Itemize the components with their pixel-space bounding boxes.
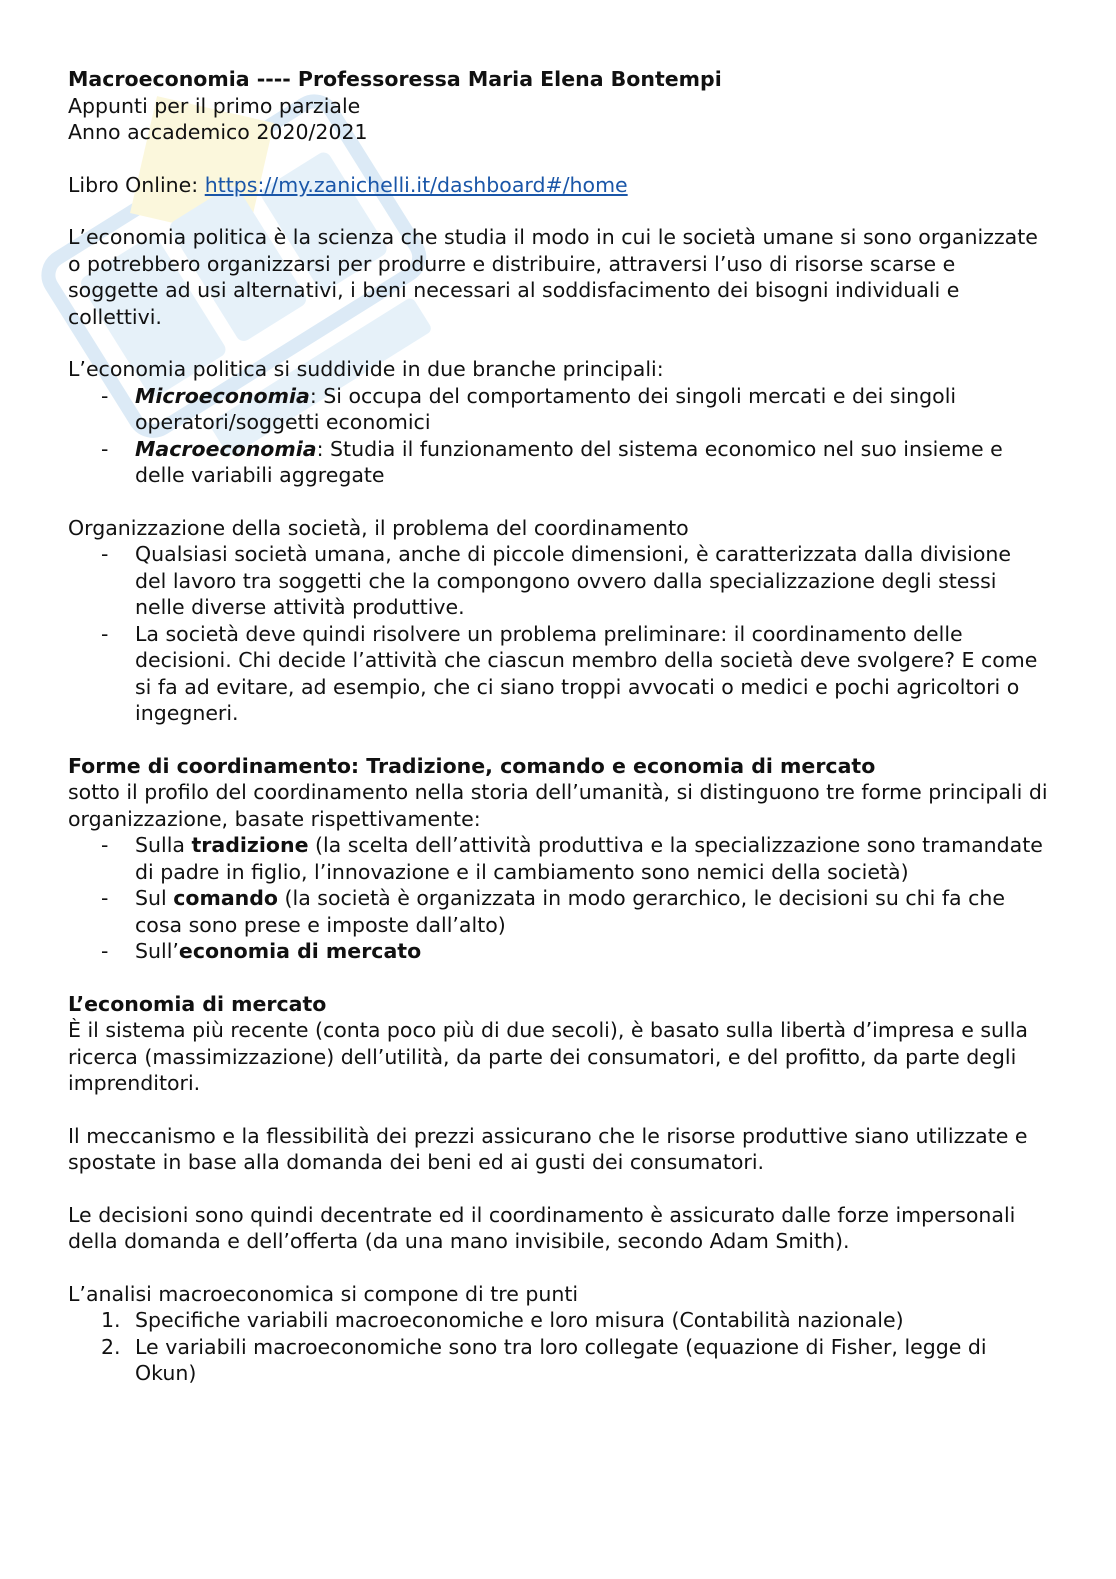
market-paragraph-1: È il sistema più recente (conta poco più di due secoli), è basato sulla libertà d’impresa e sulla ricerca (massimizzazione) dell’utilità, da parte dei consumatori, e del profitto, da parte degli imprenditori. bbox=[68, 1018, 1028, 1095]
book-link[interactable]: https://my.zanichelli.it/dashboard#/home bbox=[204, 172, 628, 197]
bullet-dash: - bbox=[101, 436, 109, 461]
forms-heading: Forme di coordinamento: Tradizione, comando e economia di mercato bbox=[68, 753, 876, 778]
term-microeconomia: Microeconomia bbox=[135, 383, 310, 408]
intro-paragraph: L’economia politica è la scienza che studia il modo in cui le società umane si sono organizzate o potrebbero organizzarsi per produrre e distribuire, attraversi l’uso di risorse scarse e soggette ad usi alternativi, i beni necessari al soddisfacimento dei bisogni individuali e collettivi. bbox=[68, 225, 1038, 329]
market-heading: L’economia di mercato bbox=[68, 991, 327, 1016]
book-line bbox=[68, 172, 1048, 199]
document-subtitle: Appunti per il primo parziale bbox=[68, 93, 361, 118]
list-number: 1. bbox=[101, 1308, 121, 1332]
organization-lead: Organizzazione della società, il problema del coordinamento bbox=[68, 515, 689, 540]
list-item bbox=[68, 1334, 1048, 1387]
book-label: Libro Online: bbox=[68, 172, 205, 197]
bullet-dash: - bbox=[101, 383, 109, 408]
term-tradizione: tradizione bbox=[191, 833, 309, 857]
term-economia-di-mercato: economia di mercato bbox=[178, 939, 422, 963]
bullet-dash: - bbox=[101, 542, 109, 566]
document-title: Macroeconomia ---- Professoressa Maria Elena Bontempi bbox=[68, 67, 722, 91]
list-item bbox=[68, 832, 1048, 885]
list-item bbox=[68, 621, 1048, 727]
term-comando: comando bbox=[173, 886, 279, 910]
list-item bbox=[68, 541, 1048, 621]
organization-list bbox=[68, 541, 1048, 727]
forms-list bbox=[68, 832, 1048, 965]
term-macroeconomia: Macroeconomia bbox=[135, 436, 317, 461]
branches-lead: L’economia politica si suddivide in due branche principali: bbox=[68, 357, 664, 381]
item-prefix: Sull’ bbox=[135, 939, 179, 963]
item-prefix: Sulla bbox=[135, 833, 192, 857]
bullet-dash: - bbox=[101, 621, 109, 646]
item-text: Le variabili macroeconomiche sono tra loro collegate (equazione di Fisher, legge di Okun) bbox=[135, 1334, 987, 1385]
list-item bbox=[68, 383, 1048, 436]
item-text: Qualsiasi società umana, anche di piccole dimensioni, è caratterizzata dalla divisione del lavoro tra soggetti che la compongono ovvero dalla specializzazione degli stessi nelle diverse attività produttive. bbox=[135, 542, 1012, 619]
academic-year: Anno accademico 2020/2021 bbox=[68, 120, 368, 144]
analysis-list bbox=[68, 1307, 1048, 1387]
item-text: : Studia il funzionamento del sistema economico nel suo insieme e delle variabili aggregate bbox=[135, 436, 1003, 487]
item-text: (la società è organizzata in modo gerarchico, le decisioni su chi fa che cosa sono prese e imposte dall’alto) bbox=[135, 886, 1005, 937]
market-paragraph-3: Le decisioni sono quindi decentrate ed il coordinamento è assicurato dalle forze impersonali della domanda e dell’offerta (da una mano invisibile, secondo Adam Smith). bbox=[68, 1202, 1016, 1253]
analysis-lead: L’analisi macroeconomica si compone di tre punti bbox=[68, 1281, 579, 1306]
list-number: 2. bbox=[101, 1334, 121, 1359]
item-text: (la scelta dell’attività produttiva e la specializzazione sono tramandate di padre in figlio, l’innovazione e il cambiamento sono nemici della società) bbox=[135, 833, 1043, 884]
list-item bbox=[68, 1307, 1048, 1334]
list-item bbox=[68, 885, 1048, 938]
bullet-dash: - bbox=[101, 939, 109, 963]
list-item bbox=[68, 938, 1048, 965]
list-item bbox=[68, 436, 1048, 489]
item-prefix: Sul bbox=[135, 886, 174, 910]
item-text: La società deve quindi risolvere un problema preliminare: il coordinamento delle decisioni. Chi decide l’attività che ciascun membro della società deve svolgere? E come si fa ad evitare, ad esempio, che ci siano troppi avvocati o medici e pochi agricoltori o ingegneri. bbox=[135, 621, 1038, 725]
forms-lead: sotto il profilo del coordinamento nella storia dell’umanità, si distinguono tre forme principali di organizzazione, basate rispettivamente: bbox=[68, 780, 1048, 831]
item-text: Specifiche variabili macroeconomiche e loro misura (Contabilità nazionale) bbox=[135, 1308, 904, 1332]
market-paragraph-2: Il meccanismo e la flessibilità dei prezzi assicurano che le risorse produttive siano utilizzate e spostate in base alla domanda dei beni ed ai gusti dei consumatori. bbox=[68, 1123, 1028, 1174]
bullet-dash: - bbox=[101, 833, 109, 857]
document-page bbox=[68, 66, 1048, 1387]
item-text: : Si occupa del comportamento dei singoli mercati e dei singoli operatori/soggetti economici bbox=[135, 383, 957, 434]
bullet-dash: - bbox=[101, 886, 109, 910]
branches-list bbox=[68, 383, 1048, 489]
